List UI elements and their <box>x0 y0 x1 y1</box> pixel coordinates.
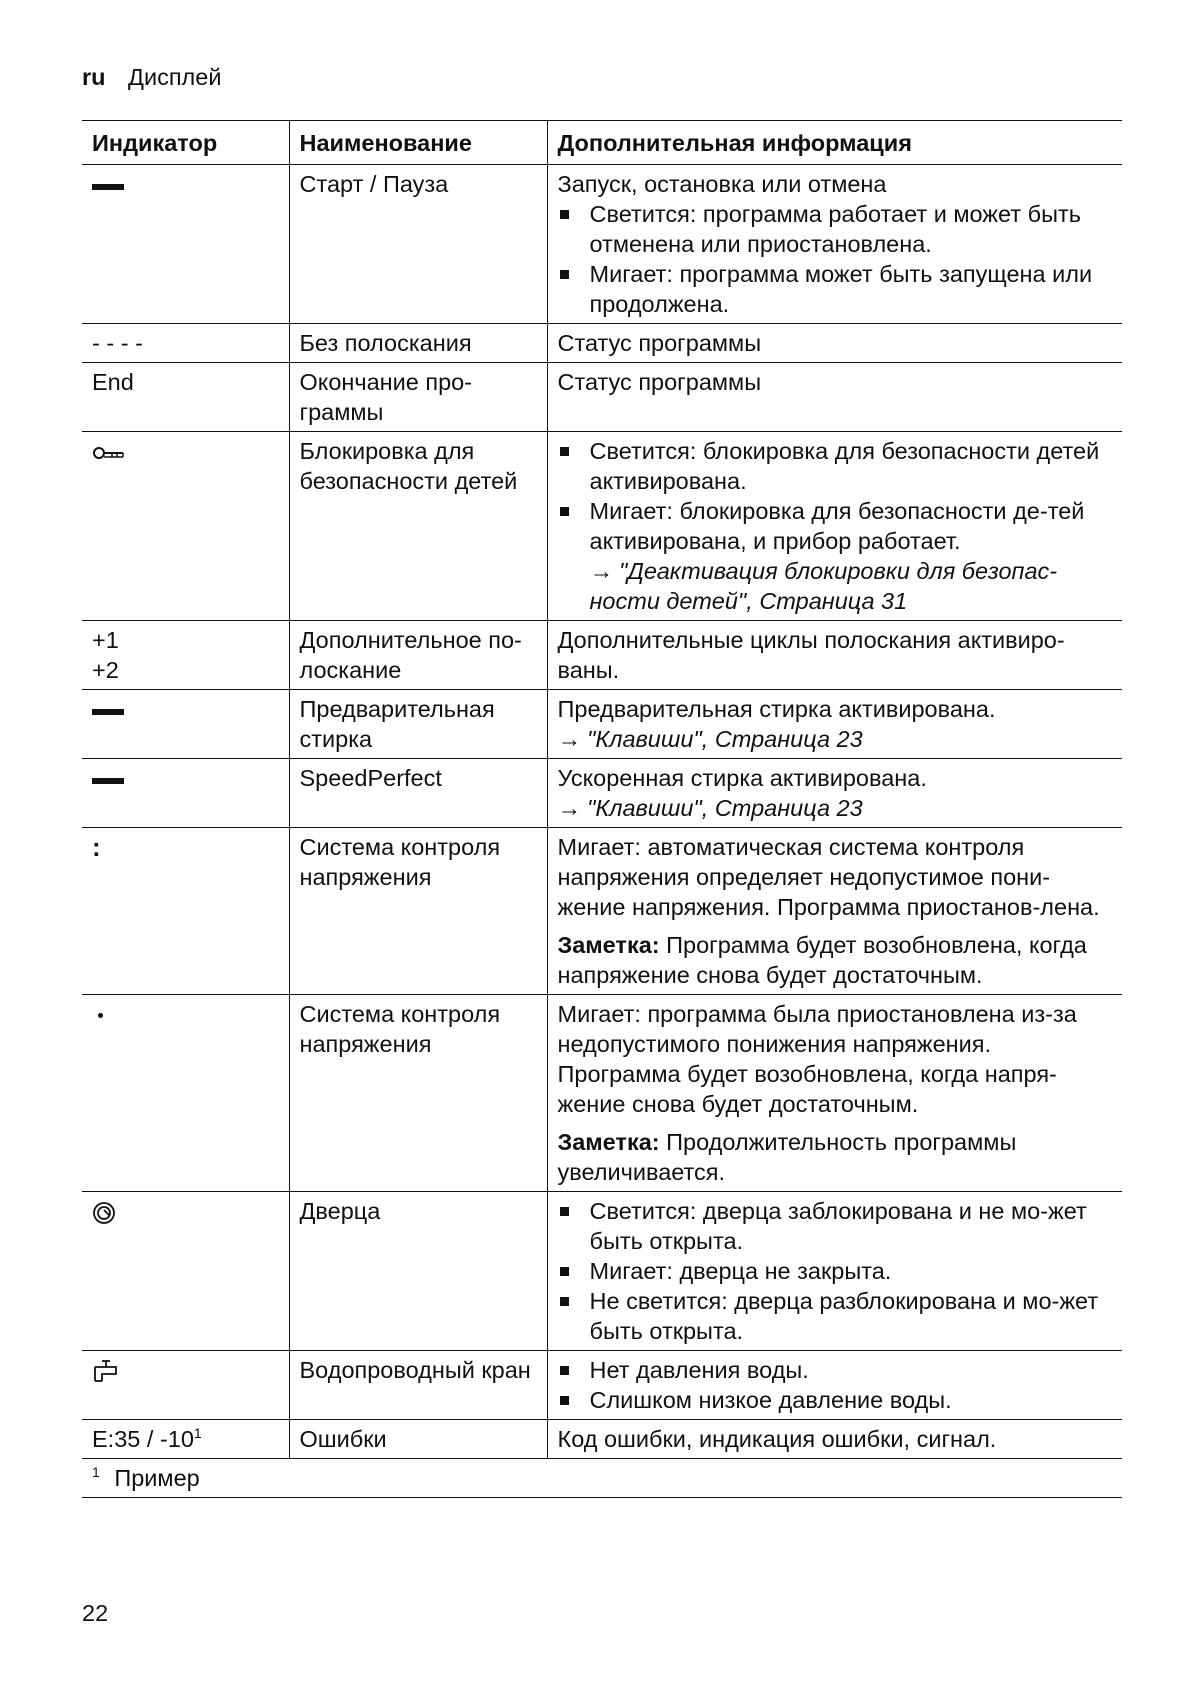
bullet-list <box>558 436 1113 556</box>
cross-reference[interactable] <box>558 556 1113 616</box>
language-code: ru <box>82 64 106 90</box>
info-cell: Статус программы <box>547 363 1122 432</box>
table-row <box>82 995 1122 1192</box>
name-cell: Окончание про-граммы <box>289 363 547 432</box>
bullet-item: Слишком низкое давление воды. <box>558 1385 1113 1415</box>
name-cell: SpeedPerfect <box>289 759 547 828</box>
bullet-list <box>558 1196 1113 1346</box>
key-icon <box>92 444 126 462</box>
arrow-right-icon: → <box>557 795 581 821</box>
info-cell <box>547 1192 1122 1351</box>
table-row <box>82 324 1122 363</box>
name-cell: Дверца <box>289 1192 547 1351</box>
footnote-ref: 1 <box>193 1425 202 1442</box>
indicator-cell <box>82 165 289 324</box>
page-header <box>82 64 221 91</box>
dash-bar-icon <box>92 778 124 784</box>
info-text: Мигает: программа была приостановлена из-за недопустимого понижения напряжения. Программа будет возобновлена, когда напря-жение снова будет достаточным. <box>557 1001 1077 1117</box>
colon-indicator: : <box>92 832 101 862</box>
cross-reference[interactable] <box>558 724 1113 754</box>
dot-indicator-icon <box>98 1013 103 1018</box>
bullet-item: Мигает: блокировка для безопасности де-тей активирована, и прибор работает. <box>558 496 1113 556</box>
table-row <box>82 165 1122 324</box>
info-cell: Статус программы <box>547 324 1122 363</box>
column-header-name: Наименование <box>289 121 547 165</box>
table-row <box>82 828 1122 995</box>
indicator-cell <box>82 1192 289 1351</box>
name-cell: Ошибки <box>289 1420 547 1459</box>
footnote-text: Пример <box>114 1465 200 1491</box>
bullet-item: Не светится: дверца разблокирована и мо-жет быть открыта. <box>558 1286 1113 1346</box>
note-label: Заметка: <box>557 1129 660 1155</box>
info-cell <box>547 432 1122 621</box>
footnote-row <box>82 1459 1122 1498</box>
column-header-info: Дополнительная информация <box>547 121 1122 165</box>
note <box>558 1127 1113 1187</box>
door-lock-icon <box>92 1201 116 1225</box>
info-cell <box>547 828 1122 995</box>
bullet-item: Светится: дверца заблокирована и не мо-жет быть открыта. <box>558 1196 1113 1256</box>
indicator-cell <box>82 1420 289 1459</box>
bullet-item: Светится: программа работает и может быть отменена или приостановлена. <box>558 199 1113 259</box>
table-row <box>82 363 1122 432</box>
indicator-cell <box>82 690 289 759</box>
info-cell <box>547 995 1122 1192</box>
name-cell: Система контроля напряжения <box>289 995 547 1192</box>
name-cell: Дополнительное по-лоскание <box>289 621 547 690</box>
indicator-cell <box>82 759 289 828</box>
column-header-indicator: Индикатор <box>82 121 289 165</box>
bullet-list <box>558 1355 1113 1415</box>
indicator-cell: End <box>82 363 289 432</box>
note-text: Продолжительность программы увеличивается. <box>557 1129 1017 1185</box>
indicator-cell <box>82 995 289 1192</box>
arrow-right-icon: → <box>589 558 613 584</box>
table-row <box>82 1351 1122 1420</box>
name-cell: Водопроводный кран <box>289 1351 547 1420</box>
name-cell: Без полоскания <box>289 324 547 363</box>
info-cell <box>547 1351 1122 1420</box>
error-code: E:35 / -10 <box>92 1426 194 1452</box>
table-row <box>82 1192 1122 1351</box>
info-text: Мигает: автоматическая система контроля напряжения определяет недопустимое пони-жение напряжения. Программа приостанов-лена. <box>557 834 1100 920</box>
indicator-cell <box>82 1351 289 1420</box>
indicator-cell <box>82 621 289 690</box>
note-text: Программа будет возобновлена, когда напряжение снова будет достаточным. <box>557 932 1087 988</box>
info-text: Предварительная стирка активирована. <box>557 696 996 722</box>
indicator-line: +2 <box>92 657 119 683</box>
dash-bar-icon <box>92 709 124 715</box>
note <box>558 930 1113 990</box>
info-cell <box>547 165 1122 324</box>
footnote-mark: 1 <box>92 1464 100 1481</box>
xref-text: "Клавиши", Страница 23 <box>587 726 863 752</box>
table-row <box>82 1420 1122 1459</box>
table-row <box>82 621 1122 690</box>
display-indicator-table <box>82 120 1122 1498</box>
name-cell: Старт / Пауза <box>289 165 547 324</box>
table-row <box>82 759 1122 828</box>
indicator-cell <box>82 432 289 621</box>
name-cell: Система контроля напряжения <box>289 828 547 995</box>
name-cell: Блокировка для безопасности детей <box>289 432 547 621</box>
info-cell <box>547 759 1122 828</box>
bullet-item: Нет давления воды. <box>558 1355 1113 1385</box>
name-cell: Предварительная стирка <box>289 690 547 759</box>
bullet-item: Мигает: программа может быть запущена или продолжена. <box>558 259 1113 319</box>
arrow-right-icon: → <box>557 726 581 752</box>
page-number: 22 <box>82 1600 109 1626</box>
info-text: Запуск, остановка или отмена <box>557 171 887 197</box>
note-label: Заметка: <box>557 932 660 958</box>
xref-text: "Деактивация блокировки для безопас-ности детей", Страница 31 <box>589 558 1058 614</box>
info-cell: Дополнительные циклы полоскания активиро-ваны. <box>547 621 1122 690</box>
indicator-cell <box>82 828 289 995</box>
table-header-row <box>82 121 1122 165</box>
info-cell <box>547 690 1122 759</box>
table-row <box>82 432 1122 621</box>
water-tap-icon <box>92 1359 120 1385</box>
table-row <box>82 690 1122 759</box>
bullet-item: Мигает: дверца не закрыта. <box>558 1256 1113 1286</box>
bullet-item: Светится: блокировка для безопасности детей активирована. <box>558 436 1113 496</box>
dash-bar-icon <box>92 184 124 190</box>
info-text: Ускоренная стирка активирована. <box>557 765 927 791</box>
indicator-line: +1 <box>92 627 119 653</box>
footnote-cell <box>82 1459 1122 1498</box>
section-title: Дисплей <box>128 64 222 90</box>
info-cell: Код ошибки, индикация ошибки, сигнал. <box>547 1420 1122 1459</box>
bullet-list <box>558 199 1113 319</box>
cross-reference[interactable] <box>558 793 1113 823</box>
xref-text: "Клавиши", Страница 23 <box>587 795 863 821</box>
indicator-cell: - - - - <box>82 324 289 363</box>
